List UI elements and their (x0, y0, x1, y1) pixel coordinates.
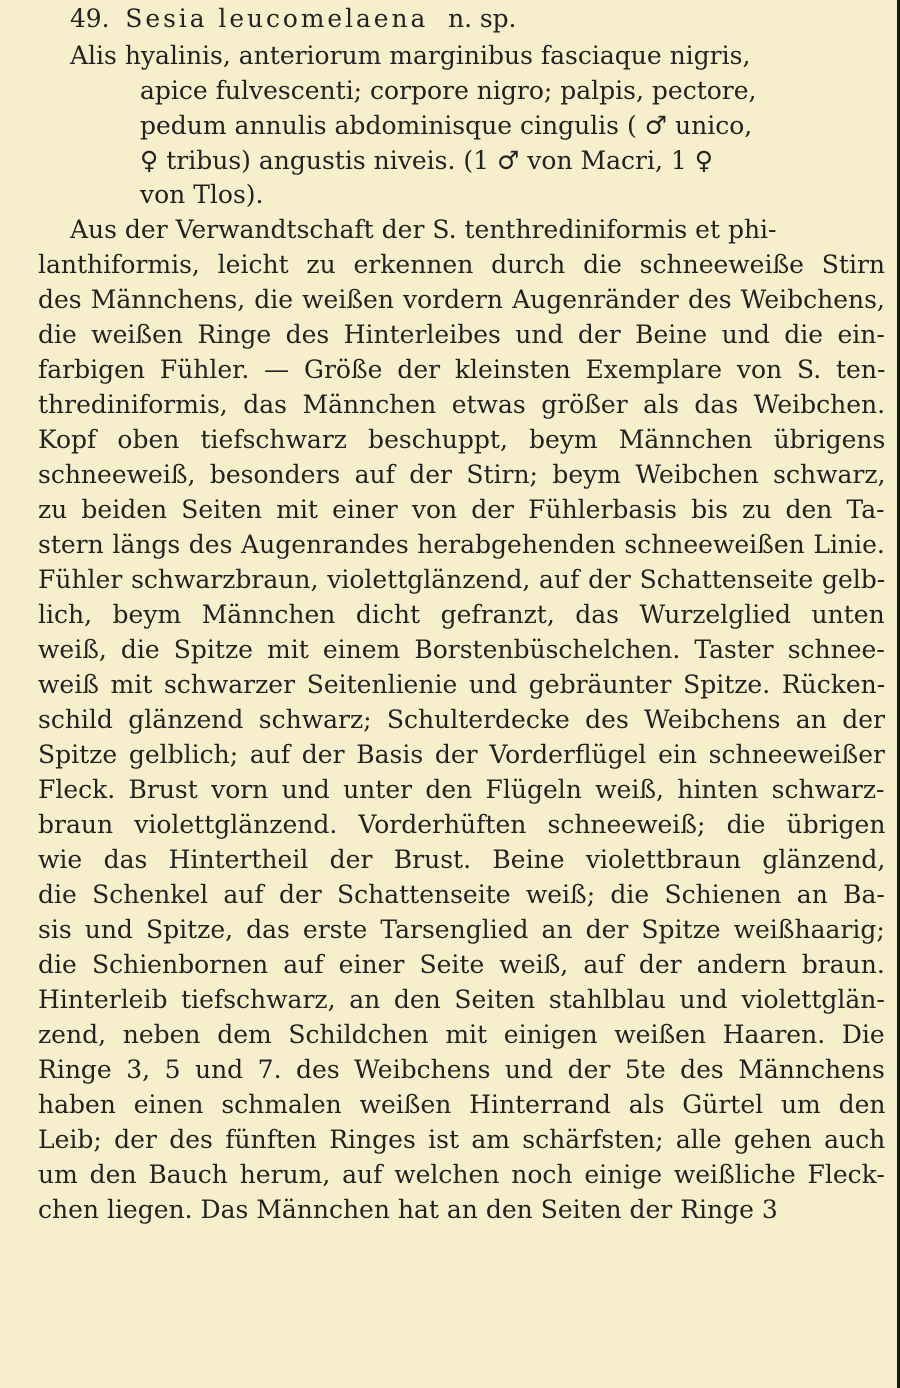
german-line: Fühler schwarzbraun, violettglänzend, auf der Schattenseite gelb- (38, 565, 886, 594)
german-line: Ringe 3, 5 und 7. des Weibchens und der 5te des Männchens (38, 1055, 885, 1084)
latin-line: ♀ tribus) angustis niveis. (1 ♂ von Macri, 1 ♀ (140, 146, 713, 175)
german-line: zu beiden Seiten mit einer von der Fühlerbasis bis zu den Ta- (38, 495, 885, 524)
german-line: Leib; der des fünften Ringes ist am schärfsten; alle gehen auch (38, 1125, 886, 1154)
german-line: die weißen Ringe des Hinterleibes und der Beine und die ein- (38, 320, 885, 349)
species-name: Sesia leucomelaena (125, 4, 429, 33)
german-line: des Männchens, die weißen vordern Augenränder des Weibchens, (38, 285, 885, 314)
german-line: Spitze gelblich; auf der Basis der Vorderflügel ein schneeweißer (38, 740, 885, 769)
german-line: Fleck. Brust vorn und unter den Flügeln weiß, hinten schwarz- (38, 775, 885, 804)
german-line: schild glänzend schwarz; Schulterdecke des Weibchens an der (38, 705, 885, 734)
german-line: die Schenkel auf der Schattenseite weiß; die Schienen an Ba- (38, 880, 885, 909)
latin-line: apice fulvescenti; corpore nigro; palpis, pectore, (140, 76, 757, 105)
german-line: haben einen schmalen weißen Hinterrand als Gürtel um den (38, 1090, 886, 1119)
species-status: n. sp. (448, 4, 517, 33)
german-line: die Schienbornen auf einer Seite weiß, auf der andern braun. (38, 950, 885, 979)
german-line: um den Bauch herum, auf welchen noch einige weißliche Fleck- (38, 1160, 885, 1189)
german-line: zend, neben dem Schildchen mit einigen weißen Haaren. Die (38, 1020, 885, 1049)
german-line: Kopf oben tiefschwarz beschuppt, beym Männchen übrigens (38, 425, 886, 454)
latin-line: Alis hyalinis, anteriorum marginibus fasciaque nigris, (70, 41, 751, 70)
german-line: lich, beym Männchen dicht gefranzt, das Wurzelglied unten (38, 600, 885, 629)
latin-line: von Tlos). (140, 180, 264, 209)
german-line: sis und Spitze, das erste Tarsenglied an der Spitze weißhaarig; (38, 915, 885, 944)
entry-heading (70, 3, 885, 35)
german-line: lanthiformis, leicht zu erkennen durch die schneeweiße Stirn (38, 250, 885, 279)
german-line: Hinterleib tiefschwarz, an den Seiten stahlblau und violettglän- (38, 985, 885, 1014)
german-line: chen liegen. Das Männchen hat an den Seiten der Ringe 3 (38, 1195, 778, 1224)
german-line: farbigen Fühler. — Größe der kleinsten Exemplare von S. ten- (38, 355, 886, 384)
german-line: schneeweiß, besonders auf der Stirn; beym Weibchen schwarz, (38, 460, 886, 489)
german-line: wie das Hintertheil der Brust. Beine violettbraun glänzend, (38, 845, 886, 874)
german-line: weiß mit schwarzer Seitenlienie und gebräunter Spitze. Rücken- (38, 670, 886, 699)
german-line: braun violettglänzend. Vorderhüften schneeweiß; die übrigen (38, 810, 886, 839)
german-line: weiß, die Spitze mit einem Borstenbüschelchen. Taster schnee- (38, 635, 885, 664)
german-line: Aus der Verwandtschaft der S. tenthrediniformis et phi- (70, 215, 777, 244)
entry-number: 49. (70, 4, 110, 33)
german-line: stern längs des Augenrandes herabgehenden schneeweißen Linie. (38, 530, 885, 559)
latin-line: pedum annulis abdominisque cingulis ( ♂ unico, (140, 111, 753, 140)
german-line: thrediniformis, das Männchen etwas größer als das Weibchen. (38, 390, 886, 419)
